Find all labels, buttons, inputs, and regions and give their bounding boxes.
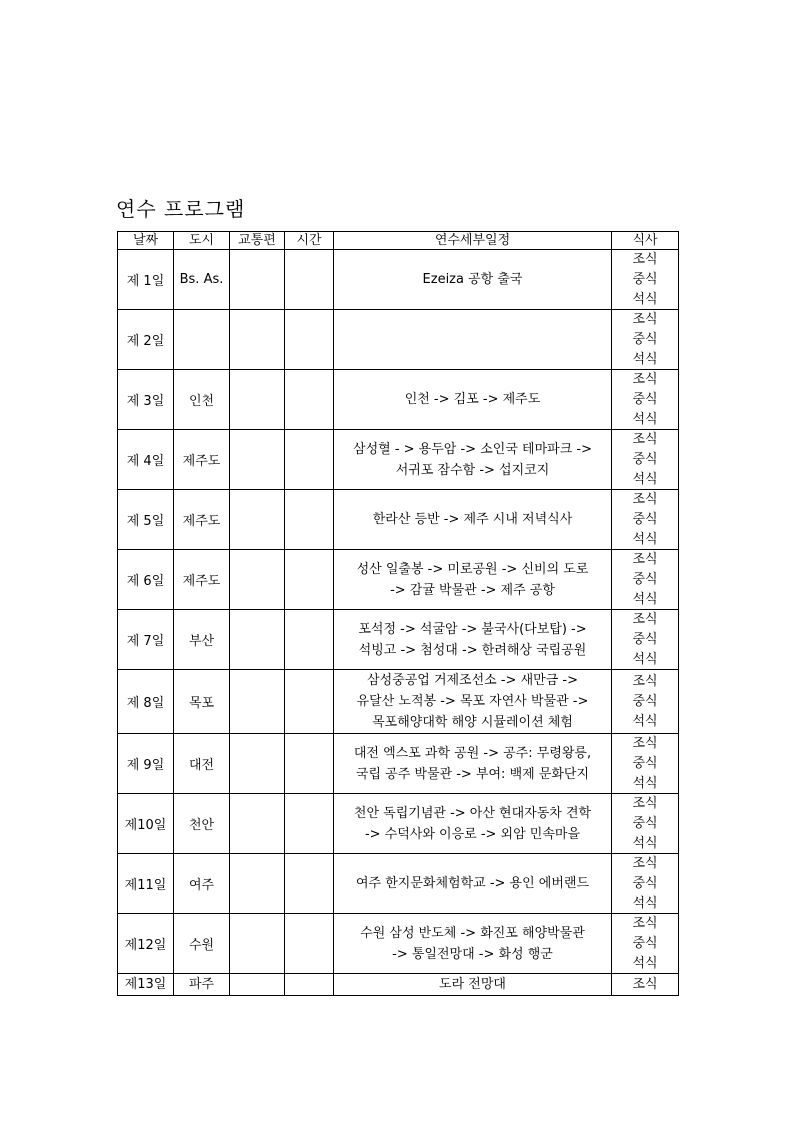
cell-time xyxy=(285,794,334,854)
meal-item: 조식 xyxy=(632,916,658,931)
schedule-detail: 성산 일출봉 -> 미로공원 -> 신비의 도로 -> 감귤 박물관 -> 제주 공항 xyxy=(356,561,589,598)
table-row xyxy=(118,670,679,734)
table-body xyxy=(118,250,679,996)
cell-transport xyxy=(230,370,285,430)
cell-day: 제 7일 xyxy=(118,610,174,670)
meal-item: 조식 xyxy=(632,432,658,447)
meal-item: 중식 xyxy=(632,694,658,709)
cell-city: Bs. As. xyxy=(174,250,230,310)
cell-time xyxy=(285,914,334,974)
table-row xyxy=(118,370,679,430)
cell-detail xyxy=(334,854,612,914)
meal-item: 중식 xyxy=(632,452,658,467)
meal-item: 조식 xyxy=(632,372,658,387)
meal-item: 석식 xyxy=(632,472,658,487)
cell-meals xyxy=(612,430,679,490)
cell-transport xyxy=(230,310,285,370)
meal-list xyxy=(612,610,678,669)
cell-transport xyxy=(230,250,285,310)
cell-city: 파주 xyxy=(174,974,230,996)
cell-time xyxy=(285,854,334,914)
meal-item: 석식 xyxy=(632,896,658,911)
table-row xyxy=(118,310,679,370)
table-header-row xyxy=(118,232,679,250)
meal-item: 조식 xyxy=(632,312,658,327)
meal-item: 중식 xyxy=(632,876,658,891)
table-row xyxy=(118,974,679,996)
meal-item: 조식 xyxy=(632,252,658,267)
meal-item: 석식 xyxy=(632,776,658,791)
cell-time xyxy=(285,550,334,610)
meal-item: 중식 xyxy=(632,756,658,771)
meal-item: 중식 xyxy=(632,936,658,951)
cell-meals xyxy=(612,250,679,310)
table-row xyxy=(118,430,679,490)
meal-item: 중식 xyxy=(632,332,658,347)
meal-item: 석식 xyxy=(632,292,658,307)
schedule-detail: 포석정 -> 석굴암 -> 불국사(다보탑) -> 석빙고 -> 첨성대 -> 한려해상 국립공원 xyxy=(358,621,587,658)
cell-transport xyxy=(230,550,285,610)
table-row xyxy=(118,914,679,974)
cell-meals xyxy=(612,490,679,550)
table-row xyxy=(118,610,679,670)
header-transport: 교통편 xyxy=(230,232,285,250)
cell-time xyxy=(285,974,334,996)
cell-detail xyxy=(334,370,612,430)
cell-detail xyxy=(334,610,612,670)
table-row xyxy=(118,794,679,854)
meal-item: 중식 xyxy=(632,572,658,587)
meal-item: 석식 xyxy=(632,532,658,547)
cell-time xyxy=(285,430,334,490)
cell-meals xyxy=(612,734,679,794)
cell-day: 제 3일 xyxy=(118,370,174,430)
program-table xyxy=(117,231,679,996)
cell-detail xyxy=(334,490,612,550)
meal-item: 석식 xyxy=(632,592,658,607)
cell-city: 대전 xyxy=(174,734,230,794)
meal-item: 조식 xyxy=(632,552,658,567)
meal-item: 석식 xyxy=(632,352,658,367)
cell-day: 제 1일 xyxy=(118,250,174,310)
cell-time xyxy=(285,250,334,310)
meal-item: 석식 xyxy=(632,412,658,427)
meal-item: 조식 xyxy=(632,612,658,627)
cell-detail xyxy=(334,914,612,974)
cell-day: 제11일 xyxy=(118,854,174,914)
table-row xyxy=(118,490,679,550)
cell-detail xyxy=(334,794,612,854)
schedule-detail: 대전 엑스포 과학 공원 -> 공주: 무령왕릉, 국립 공주 박물관 -> 부여: 백제 문화단지 xyxy=(353,745,592,782)
cell-transport xyxy=(230,490,285,550)
cell-meals xyxy=(612,974,679,996)
meal-item: 조식 xyxy=(632,736,658,751)
cell-city: 제주도 xyxy=(174,430,230,490)
cell-transport xyxy=(230,854,285,914)
meal-item: 석식 xyxy=(632,652,658,667)
cell-day: 제 2일 xyxy=(118,310,174,370)
table-row xyxy=(118,250,679,310)
cell-meals xyxy=(612,310,679,370)
cell-day: 제12일 xyxy=(118,914,174,974)
meal-item: 중식 xyxy=(632,512,658,527)
cell-city xyxy=(174,310,230,370)
cell-detail xyxy=(334,310,612,370)
meal-list xyxy=(612,672,678,731)
cell-day: 제 6일 xyxy=(118,550,174,610)
meal-item: 석식 xyxy=(632,836,658,851)
cell-day: 제 5일 xyxy=(118,490,174,550)
meal-list xyxy=(612,250,678,309)
cell-transport xyxy=(230,670,285,734)
cell-meals xyxy=(612,610,679,670)
meal-item: 석식 xyxy=(632,714,658,729)
meal-list xyxy=(612,550,678,609)
cell-day: 제10일 xyxy=(118,794,174,854)
cell-meals xyxy=(612,550,679,610)
cell-city: 부산 xyxy=(174,610,230,670)
cell-city: 수원 xyxy=(174,914,230,974)
cell-city: 제주도 xyxy=(174,490,230,550)
cell-time xyxy=(285,490,334,550)
meal-item: 조식 xyxy=(632,976,658,992)
schedule-detail: Ezeiza 공항 출국 xyxy=(422,272,523,287)
cell-meals xyxy=(612,854,679,914)
cell-transport xyxy=(230,794,285,854)
cell-city: 제주도 xyxy=(174,550,230,610)
cell-detail xyxy=(334,250,612,310)
cell-day: 제 9일 xyxy=(118,734,174,794)
header-date: 날짜 xyxy=(118,232,174,250)
schedule-detail: 삼성혈 - > 용두암 -> 소인국 테마파크 -> 서귀포 잠수함 -> 섭지코지 xyxy=(353,441,592,478)
header-meals: 식사 xyxy=(612,232,679,250)
cell-transport xyxy=(230,974,285,996)
cell-detail xyxy=(334,670,612,734)
meal-list xyxy=(612,490,678,549)
meal-item: 중식 xyxy=(632,816,658,831)
cell-city: 인천 xyxy=(174,370,230,430)
table-row xyxy=(118,854,679,914)
cell-time xyxy=(285,310,334,370)
cell-time xyxy=(285,610,334,670)
schedule-detail: 인천 -> 김포 -> 제주도 xyxy=(404,392,541,407)
cell-detail xyxy=(334,430,612,490)
meal-item: 조식 xyxy=(632,492,658,507)
cell-meals xyxy=(612,914,679,974)
meal-item: 조식 xyxy=(632,856,658,871)
cell-city: 여주 xyxy=(174,854,230,914)
page-title: 연수 프로그램 xyxy=(116,197,246,221)
schedule-detail: 도라 전망대 xyxy=(439,977,506,992)
cell-time xyxy=(285,670,334,734)
meal-item: 석식 xyxy=(632,956,658,971)
meal-list xyxy=(612,430,678,489)
schedule-detail: 천안 독립기념관 -> 아산 현대자동차 견학 -> 수덕사와 이응로 -> 외암 민속마을 xyxy=(353,805,592,842)
schedule-detail: 수원 삼성 반도체 -> 화진포 해양박물관 -> 통일전망대 -> 화성 행군 xyxy=(360,925,585,962)
cell-time xyxy=(285,370,334,430)
meal-item: 중식 xyxy=(632,632,658,647)
table-row xyxy=(118,550,679,610)
cell-meals xyxy=(612,794,679,854)
cell-detail xyxy=(334,734,612,794)
meal-list xyxy=(612,370,678,429)
schedule-detail: 한라산 등반 -> 제주 시내 저녁식사 xyxy=(372,512,573,527)
header-detail: 연수세부일정 xyxy=(334,232,612,250)
meal-item: 조식 xyxy=(632,674,658,689)
meal-item: 중식 xyxy=(632,392,658,407)
schedule-detail: 삼성중공업 거제조선소 -> 새만금 -> 유달산 노적봉 -> 목포 자연사 박물관 -> 목포해양대학 해양 시뮬레이션 체험 xyxy=(356,673,589,730)
cell-time xyxy=(285,734,334,794)
meal-list xyxy=(612,854,678,913)
header-time: 시간 xyxy=(285,232,334,250)
meal-list xyxy=(612,794,678,853)
cell-meals xyxy=(612,370,679,430)
cell-transport xyxy=(230,610,285,670)
cell-day: 제13일 xyxy=(118,974,174,996)
cell-day: 제 8일 xyxy=(118,670,174,734)
cell-transport xyxy=(230,914,285,974)
meal-item: 조식 xyxy=(632,796,658,811)
cell-detail xyxy=(334,550,612,610)
cell-city: 천안 xyxy=(174,794,230,854)
header-city: 도시 xyxy=(174,232,230,250)
meal-list xyxy=(612,310,678,369)
cell-transport xyxy=(230,734,285,794)
meal-list xyxy=(612,914,678,973)
cell-meals xyxy=(612,670,679,734)
schedule-detail: 여주 한지문화체험학교 -> 용인 에버랜드 xyxy=(355,876,590,891)
cell-transport xyxy=(230,430,285,490)
table-row xyxy=(118,734,679,794)
meal-list xyxy=(612,977,678,993)
meal-list xyxy=(612,734,678,793)
cell-detail xyxy=(334,974,612,996)
cell-city: 목포 xyxy=(174,670,230,734)
meal-item: 중식 xyxy=(632,272,658,287)
cell-day: 제 4일 xyxy=(118,430,174,490)
